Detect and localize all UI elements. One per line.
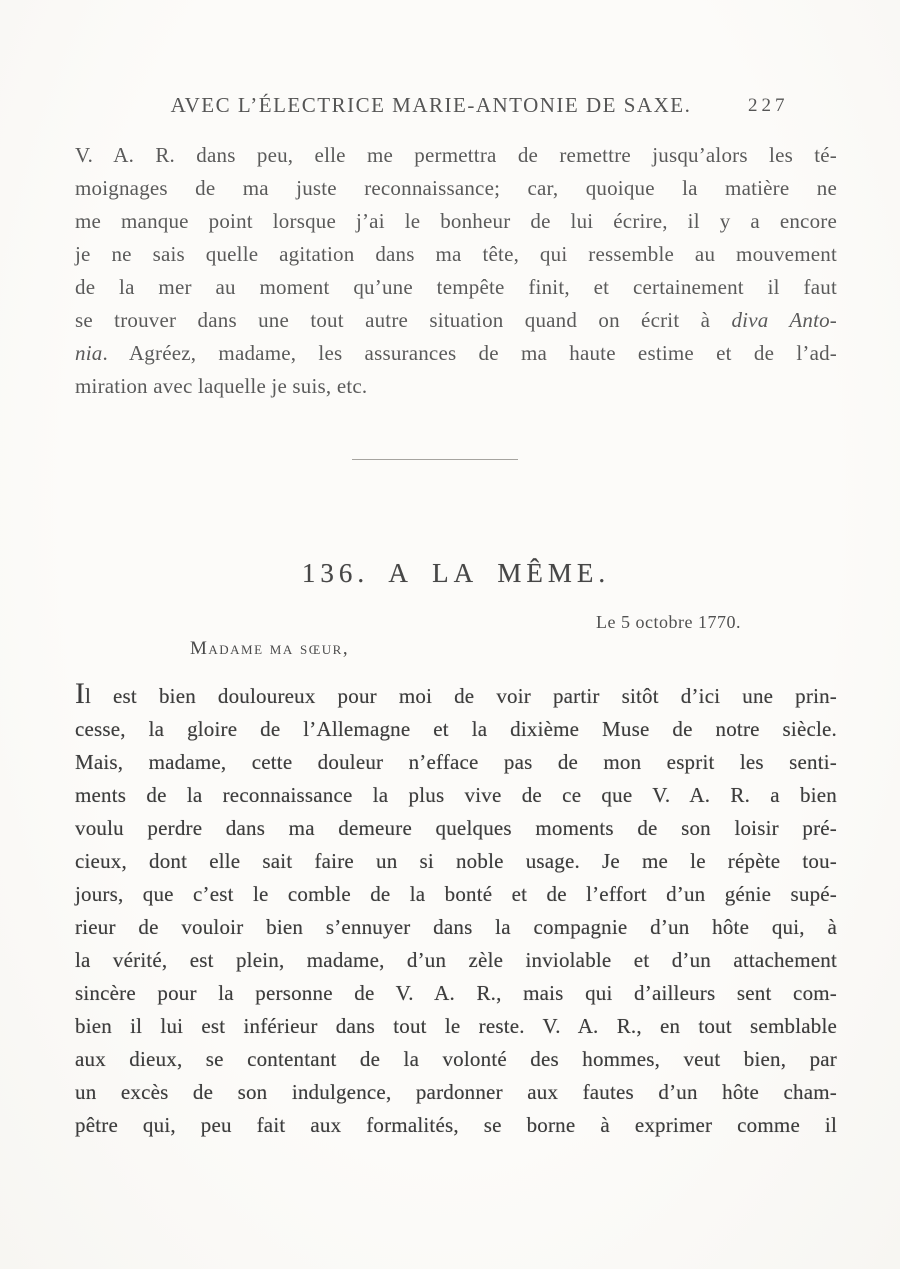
letter-dateline: Le 5 octobre 1770.: [596, 612, 741, 632]
text-line: [75, 911, 837, 944]
text-line: [75, 370, 837, 403]
section-divider-rule: [352, 459, 518, 460]
text-segment: I: [75, 678, 85, 710]
text-segment: voulu perdre dans ma demeure quelques moments de son loisir pré-: [75, 816, 837, 840]
text-line: [75, 746, 837, 779]
text-line: [75, 977, 837, 1010]
text-segment: je ne sais quelle agitation dans ma tête, qui ressemble au mouvement: [75, 242, 837, 266]
text-line: [75, 238, 837, 271]
text-line: [75, 1043, 837, 1076]
text-line: [75, 1076, 837, 1109]
text-line: [75, 1109, 837, 1142]
text-line: [75, 680, 837, 713]
italic-text-segment: diva Anto-: [731, 308, 837, 332]
text-line: [75, 337, 837, 370]
text-line: [75, 139, 837, 172]
text-line: [75, 845, 837, 878]
text-line: [75, 812, 837, 845]
text-segment: sincère pour la personne de V. A. R., mais qui d’ailleurs sent com-: [75, 981, 837, 1005]
letter-body-paragraph: [75, 680, 837, 1142]
text-segment: se trouver dans une tout autre situation quand on écrit à: [75, 308, 732, 332]
text-segment: . Agréez, madame, les assurances de ma haute estime et de l’ad-: [102, 341, 837, 365]
text-segment: jours, que c’est le comble de la bonté et de l’effort d’un génie supé-: [75, 882, 837, 906]
text-segment: bien il lui est inférieur dans tout le reste. V. A. R., en tout semblable: [75, 1014, 837, 1038]
previous-letter-paragraph: [75, 139, 837, 403]
text-line: [75, 271, 837, 304]
text-segment: de la mer au moment qu’une tempête finit, et certainement il faut: [75, 275, 837, 299]
letter-heading: 136. A LA MÊME.: [301, 558, 611, 588]
text-segment: moignages de ma juste reconnaissance; car, quoique la matière ne: [75, 176, 837, 200]
text-line: [75, 1010, 837, 1043]
text-segment: ments de la reconnaissance la plus vive de ce que V. A. R. a bien: [75, 783, 837, 807]
letter-salutation: Madame ma sœur,: [190, 638, 350, 659]
text-segment: cesse, la gloire de l’Allemagne et la dixième Muse de notre siècle.: [75, 717, 837, 741]
text-segment: miration avec laquelle je suis, etc.: [75, 374, 368, 398]
text-segment: l est bien douloureux pour moi de voir partir sitôt d’ici une prin-: [85, 684, 837, 708]
text-line: [75, 172, 837, 205]
text-line: [75, 304, 837, 337]
text-segment: un excès de son indulgence, pardonner aux fautes d’un hôte cham-: [75, 1080, 837, 1104]
text-line: [75, 713, 837, 746]
text-line: [75, 878, 837, 911]
text-line: [75, 779, 837, 812]
text-segment: rieur de vouloir bien s’ennuyer dans la compagnie d’un hôte qui, à: [75, 915, 837, 939]
text-segment: pêtre qui, peu fait aux formalités, se borne à exprimer comme il: [75, 1113, 837, 1137]
page-number: 227: [748, 95, 789, 116]
text-line: [75, 205, 837, 238]
text-segment: me manque point lorsque j’ai le bonheur de lui écrire, il y a encore: [75, 209, 837, 233]
italic-text-segment: nia: [75, 341, 103, 365]
running-title: AVEC L’ÉLECTRICE MARIE-ANTONIE DE SAXE.: [170, 93, 692, 117]
text-segment: la vérité, est plein, madame, d’un zèle inviolable et d’un attachement: [75, 948, 837, 972]
text-segment: V. A. R. dans peu, elle me permettra de remettre jusqu’alors les té-: [75, 143, 837, 167]
text-segment: aux dieux, se contentant de la volonté des hommes, veut bien, par: [75, 1047, 837, 1071]
text-line: [75, 944, 837, 977]
text-segment: cieux, dont elle sait faire un si noble usage. Je me le répète tou-: [75, 849, 837, 873]
text-segment: Mais, madame, cette douleur n’efface pas de mon esprit les senti-: [75, 750, 837, 774]
